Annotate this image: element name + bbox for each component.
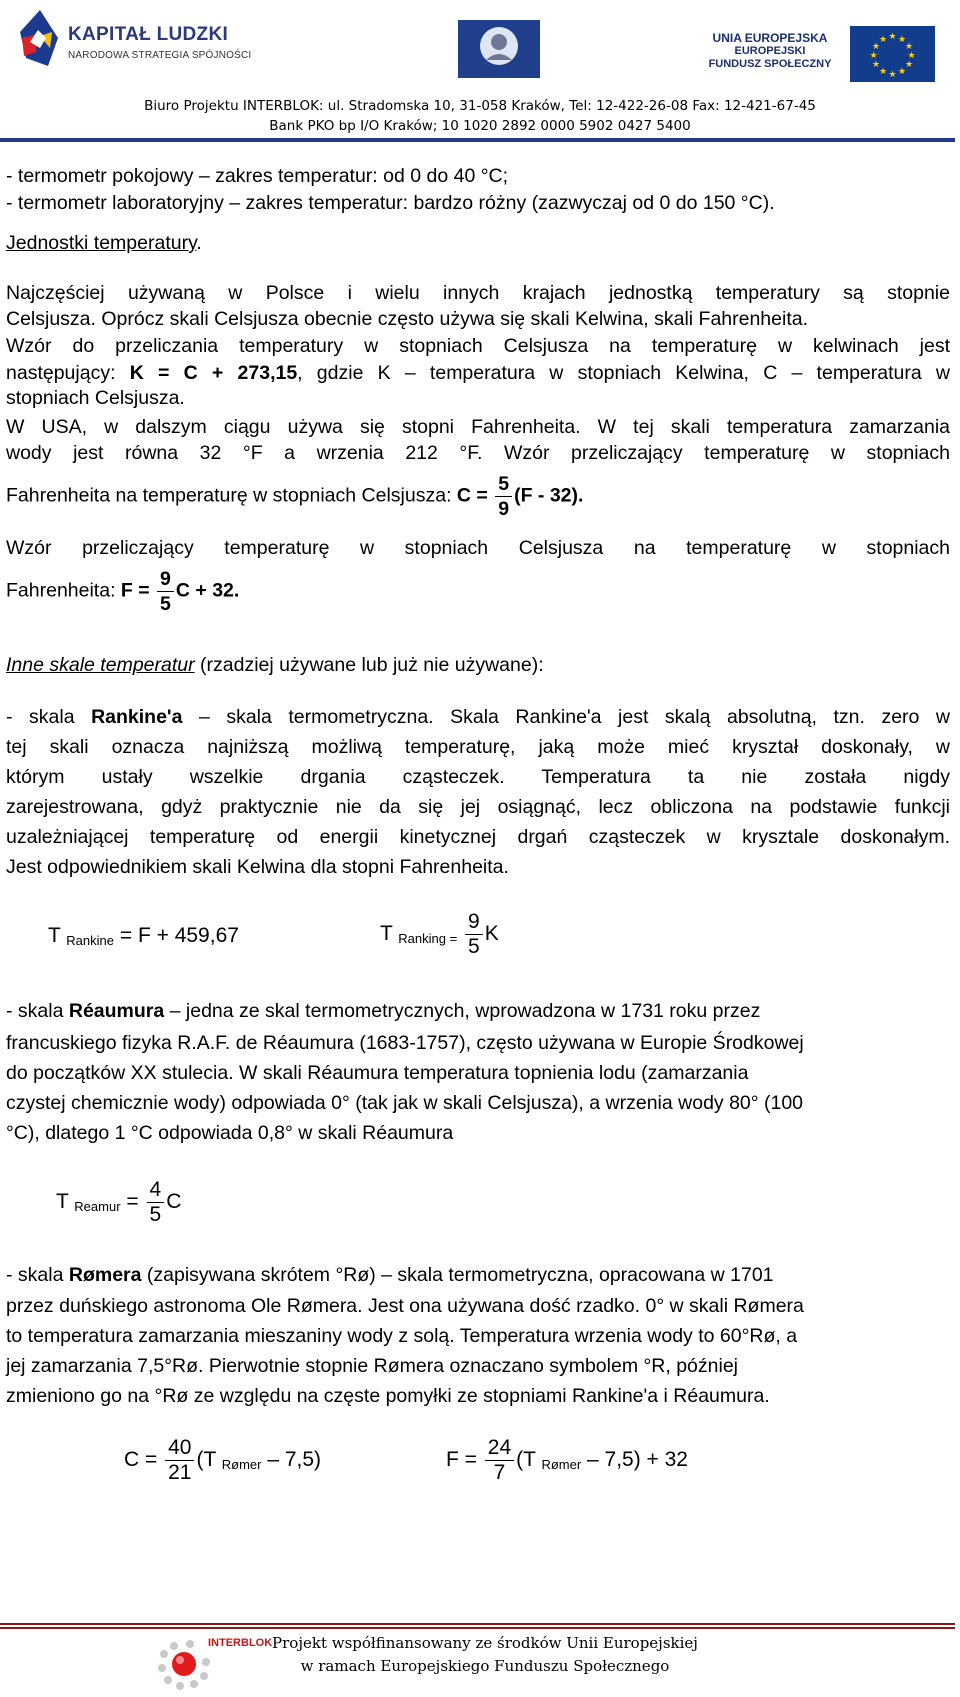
reaumur-line2: francuskiego fizyka R.A.F. de Réaumura (1683-1757), często używana w Europie Środkowej bbox=[6, 1032, 804, 1054]
p2-line1: W USA, w dalszym ciągu używa się stopni Fahrenheita. W tej skali temperatura zamarzania bbox=[6, 416, 950, 438]
fraction-5-9: $\frac{5}{9}$ bbox=[495, 472, 512, 521]
header-address: Biuro Projektu INTERBLOK: ul. Stradomska 10, 31-058 Kraków, Tel: 12-422-26-08 Fax: 12-421-67-45 bbox=[144, 98, 816, 114]
eu-line-2: EUROPEJSKI bbox=[734, 45, 806, 57]
interblok-icon bbox=[150, 1632, 280, 1692]
p1-line1: Najczęściej używaną w Polsce i wielu innych krajach jednostką temperatury są stopnie bbox=[6, 282, 950, 304]
rankine-term: Rankine'a bbox=[91, 706, 183, 728]
kapital-ludzki-subtitle: NARODOWA STRATEGIA SPÓJNOŚCI bbox=[68, 50, 252, 61]
p2-line2: wody jest równa 32 °F a wrzenia 212 °F. Wzór przeliczający temperaturę w stopniach bbox=[6, 442, 950, 464]
romer-formula-f: F = $\frac{24}{7}$ (T $_{Rømer}$ – 7,5) + 32 bbox=[446, 1436, 688, 1484]
rankine-formula-1: T $_{Rankine}$ = F + 459,67 bbox=[48, 924, 239, 948]
header-divider bbox=[0, 138, 955, 142]
romer-line5: zmieniono go na °Rø ze względu na częste pomyłki ze stopniami Rankine'a i Réaumura. bbox=[6, 1385, 770, 1407]
romer-term: Rømera bbox=[68, 1264, 142, 1286]
portrait-icon bbox=[458, 20, 540, 78]
header-bank: Bank PKO bp I/O Kraków; 10 1020 2892 0000 5902 0427 5400 bbox=[269, 118, 691, 134]
units-heading-line: Jednostki temperatury. bbox=[6, 232, 202, 254]
p2-line3: Fahrenheita na temperaturę w stopniach Celsjusza: C = $\frac{5}{9}$ (F - 32). bbox=[6, 473, 584, 520]
romer-line4: jej zamarzania 7,5°Rø. Pierwotnie stopnie Rømera oznaczano symbolem °R, później bbox=[6, 1355, 738, 1377]
rankine-formula-2: T $_{Ranking =}$ $\frac{9}{5}$ K bbox=[380, 910, 499, 958]
thermometer-lab: - termometr laboratoryjny – zakres temperatur: bardzo różny (zazwyczaj od 0 do 150 °C). bbox=[6, 192, 775, 214]
rankine-line1: - skala Rankine'a – skala termometryczna. Skala Rankine'a jest skalą absolutną, tzn. zero w bbox=[6, 706, 950, 728]
eu-text bbox=[700, 32, 840, 71]
rankine-line2: tej skali oznacza najniższą możliwą temperaturę, jaką może mieć kryształ doskonały, w bbox=[6, 736, 950, 758]
svg-text:★: ★ bbox=[869, 51, 878, 61]
p1-line3: Wzór do przeliczania temperatury w stopniach Celsjusza na temperaturę w kelwinach jest bbox=[6, 335, 950, 357]
eu-line-3: FUNDUSZ SPOŁECZNY bbox=[708, 58, 832, 70]
p1-line5: stopniach Celsjusza. bbox=[6, 387, 185, 409]
p3-line1: Wzór przeliczający temperaturę w stopniach Celsjusza na temperaturę w stopniach bbox=[6, 537, 950, 559]
reaumur-line4: czystej chemicznie wody) odpowiada 0° (tak jak w skali Celsjusza), a wrzenia wody 80° (100 bbox=[6, 1092, 804, 1114]
rankine-line5: uzależniającej temperaturę od energii kinetycznej drgań cząsteczek w krysztale doskonałym. bbox=[6, 826, 950, 848]
romer-line2: przez duńskiego astronoma Ole Rømera. Jest ona używana dość rzadko. 0° w skali Rømera bbox=[6, 1295, 804, 1317]
rankine-line4: zarejestrowana, gdyż praktycznie nie da się jej osiągnąć, lecz obliczona na podstawie funkcji bbox=[6, 796, 950, 818]
svg-text:★: ★ bbox=[907, 51, 916, 61]
svg-text:★: ★ bbox=[897, 35, 907, 45]
reaumur-line1: - skala Réaumura – jedna ze skal termometrycznych, wprowadzona w 1731 roku przez bbox=[6, 1000, 761, 1022]
svg-text:★: ★ bbox=[904, 42, 914, 52]
p3-line2: Fahrenheita: F = $\frac{9}{5}$ C + 32. bbox=[6, 568, 240, 615]
units-heading: Jednostki temperatury bbox=[6, 232, 197, 254]
kelvin-formula: K = C + 273,15 bbox=[129, 362, 298, 384]
romer-line1: - skala Rømera (zapisywana skrótem °Rø) – skala termometryczna, opracowana w 1701 bbox=[6, 1264, 774, 1286]
eu-flag-icon bbox=[850, 26, 935, 82]
p1-line2: Celsjusza. Oprócz skali Celsjusza obecnie często używa się skali Kelwina, skali Fahrenheita. bbox=[6, 308, 809, 330]
romer-line3: to temperatura zamarzania mieszaniny wody z solą. Temperatura wrzenia wody to 60°Rø, a bbox=[6, 1325, 798, 1347]
footer-divider-2 bbox=[0, 1627, 955, 1629]
svg-text:★: ★ bbox=[888, 70, 897, 80]
rankine-line6: Jest odpowiednikiem skali Kelwina dla stopni Fahrenheita. bbox=[6, 856, 509, 878]
svg-text:★: ★ bbox=[878, 35, 888, 45]
svg-text:★: ★ bbox=[897, 67, 907, 77]
footer-line-1: Projekt współfinansowany ze środków Unii Europejskiej bbox=[272, 1634, 698, 1652]
svg-text:★: ★ bbox=[878, 67, 888, 77]
reaumur-line5: °C), dlatego 1 °C odpowiada 0,8° w skali Réaumura bbox=[6, 1122, 454, 1144]
kapital-ludzki-logo bbox=[18, 8, 258, 78]
footer-text bbox=[270, 1632, 700, 1678]
svg-text:★: ★ bbox=[904, 60, 914, 70]
portrait-logo bbox=[458, 20, 540, 78]
other-scales-heading: Inne skale temperatur (rzadziej używane lub już nie używane): bbox=[6, 654, 544, 676]
footer-line-2: w ramach Europejskiego Funduszu Społecznego bbox=[300, 1657, 670, 1675]
thermometer-room: - termometr pokojowy – zakres temperatur: od 0 do 40 °C; bbox=[6, 165, 509, 187]
reaumur-line3: do początków XX stulecia. W skali Réaumura temperatura topnienia lodu (zamarzania bbox=[6, 1062, 749, 1084]
interblok-logo bbox=[150, 1632, 280, 1692]
footer-divider-1 bbox=[0, 1623, 955, 1625]
fraction-9-5: $\frac{9}{5}$ bbox=[157, 567, 174, 616]
romer-formula-c: C = $\frac{40}{21}$ (T $_{Rømer}$ – 7,5) bbox=[124, 1436, 322, 1484]
kapital-ludzki-title: KAPITAŁ LUDZKI bbox=[68, 24, 229, 45]
eu-line-1: UNIA EUROPEJSKA bbox=[712, 31, 828, 45]
svg-text:★: ★ bbox=[888, 32, 897, 42]
interblok-label: INTERBLOK bbox=[208, 1637, 273, 1649]
reaumur-formula: T $_{Reamur}$ = $\frac{4}{5}$ C bbox=[56, 1178, 182, 1226]
svg-text:★: ★ bbox=[871, 42, 881, 52]
star-logo-icon bbox=[18, 8, 64, 68]
reaumur-term: Réaumura bbox=[68, 1000, 165, 1022]
p1-line4: następujący: K = C + 273,15, gdzie K – temperatura w stopniach Kelwina, C – temperatura w bbox=[6, 362, 950, 384]
svg-text:★: ★ bbox=[871, 60, 881, 70]
rankine-line3: którym ustały wszelkie drgania cząsteczek. Temperatura ta nie została nigdy bbox=[6, 766, 950, 788]
